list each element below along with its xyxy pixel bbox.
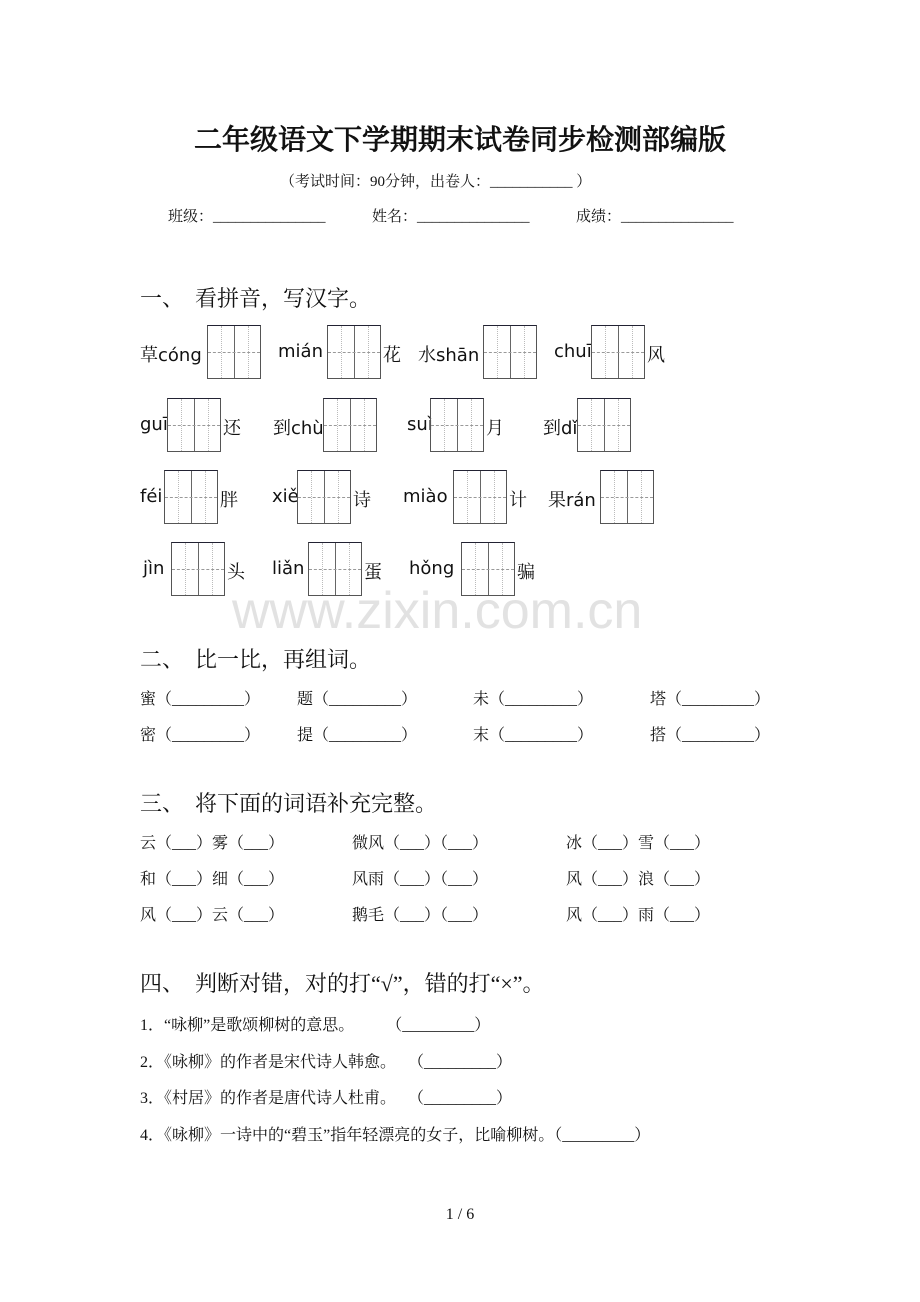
pinyin-label: liǎn	[272, 558, 305, 579]
pinyin-label: 果rán	[548, 490, 596, 511]
pinyin-label: chuī	[554, 341, 592, 362]
judgement-item[interactable]: 3．《村居》的作者是唐代诗人杜甫。 （_________）	[140, 1090, 513, 1107]
writing-box[interactable]	[453, 470, 507, 524]
writing-box[interactable]	[167, 398, 221, 452]
suffix-char: 风	[647, 345, 665, 366]
pinyin-label: guī	[140, 414, 168, 435]
idiom-blank[interactable]: 风（___）浪（___）	[566, 871, 711, 888]
idiom-blank[interactable]: 风雨（___）（___）	[352, 871, 489, 888]
section-2-heading: 二、 比一比，再组词。	[140, 647, 372, 672]
idiom-blank[interactable]: 云（___）雾（___）	[140, 835, 285, 852]
suffix-char: 头	[227, 562, 245, 583]
class-field[interactable]: 班级：_______________	[168, 209, 326, 225]
pinyin-label: xiě	[272, 486, 299, 507]
writing-box[interactable]	[308, 542, 362, 596]
suffix-char: 诗	[353, 490, 371, 511]
section-1-heading: 一、 看拼音，写汉字。	[140, 286, 372, 311]
watermark: www.zixin.com.cn	[232, 582, 643, 640]
writing-box[interactable]	[483, 325, 537, 379]
writing-box[interactable]	[171, 542, 225, 596]
writing-box[interactable]	[600, 470, 654, 524]
judgement-item[interactable]: 4．《咏柳》一诗中的“碧玉”指年轻漂亮的女子，比喻柳树。（_________）	[140, 1126, 651, 1144]
suffix-char: 还	[223, 418, 241, 439]
writing-box[interactable]	[297, 470, 351, 524]
idiom-blank[interactable]: 风（___）云（___）	[140, 907, 285, 924]
word-pair-blank[interactable]: 蜜（_________）	[140, 691, 261, 708]
pinyin-label: mián	[278, 341, 323, 362]
writing-box[interactable]	[323, 398, 377, 452]
section-3-heading: 三、 将下面的词语补充完整。	[140, 791, 438, 816]
page-number: 1 / 6	[445, 1206, 475, 1223]
suffix-char: 计	[509, 490, 527, 511]
suffix-char: 胖	[220, 490, 238, 511]
name-field[interactable]: 姓名：_______________	[372, 209, 530, 225]
word-pair-blank[interactable]: 搭（_________）	[650, 727, 771, 744]
suffix-char: 蛋	[364, 562, 382, 583]
writing-box[interactable]	[591, 325, 645, 379]
judgement-item[interactable]: 2．《咏柳》的作者是宋代诗人韩愈。 （_________）	[140, 1053, 513, 1071]
word-pair-blank[interactable]: 未（_________）	[473, 691, 594, 708]
pinyin-label: 到dǐ	[543, 418, 578, 439]
page-title: 二年级语文下学期期末试卷同步检测部编版	[193, 125, 726, 156]
section-4-heading: 四、 判断对错，对的打“√”，错的打“×”。	[140, 971, 545, 996]
word-pair-blank[interactable]: 塔（_________）	[650, 691, 771, 708]
pinyin-label: 到chù	[273, 418, 324, 439]
score-field[interactable]: 成绩：_______________	[576, 209, 734, 225]
writing-box[interactable]	[577, 398, 631, 452]
pinyin-label: jìn	[143, 558, 165, 579]
suffix-char: 月	[486, 418, 504, 439]
suffix-char: 骗	[517, 562, 535, 583]
word-pair-blank[interactable]: 末（_________）	[473, 727, 594, 744]
word-pair-blank[interactable]: 提（_________）	[297, 727, 418, 744]
pinyin-label: féi	[140, 486, 163, 507]
writing-box[interactable]	[430, 398, 484, 452]
writing-box[interactable]	[327, 325, 381, 379]
pinyin-label: 草cóng	[140, 345, 202, 366]
word-pair-blank[interactable]: 题（_________）	[297, 691, 418, 708]
pinyin-label: 水shān	[418, 345, 480, 366]
writing-box[interactable]	[207, 325, 261, 379]
judgement-item[interactable]: 1．“咏柳”是歌颂柳树的意思。 （_________）	[140, 1017, 491, 1034]
pinyin-label: miào	[403, 486, 448, 507]
exam-info: （考试时间：90分钟，出卷人：___________ ）	[280, 174, 592, 190]
word-pair-blank[interactable]: 密（_________）	[140, 727, 261, 744]
pinyin-label: hǒng	[409, 558, 455, 579]
idiom-blank[interactable]: 鹅毛（___）（___）	[352, 907, 489, 924]
idiom-blank[interactable]: 微风（___）（___）	[352, 835, 489, 852]
pinyin-label: suì	[407, 414, 433, 435]
writing-box[interactable]	[461, 542, 515, 596]
idiom-blank[interactable]: 和（___）细（___）	[140, 871, 285, 888]
idiom-blank[interactable]: 风（___）雨（___）	[566, 907, 711, 924]
writing-box[interactable]	[164, 470, 218, 524]
suffix-char: 花	[383, 345, 401, 366]
idiom-blank[interactable]: 冰（___）雪（___）	[566, 835, 711, 852]
